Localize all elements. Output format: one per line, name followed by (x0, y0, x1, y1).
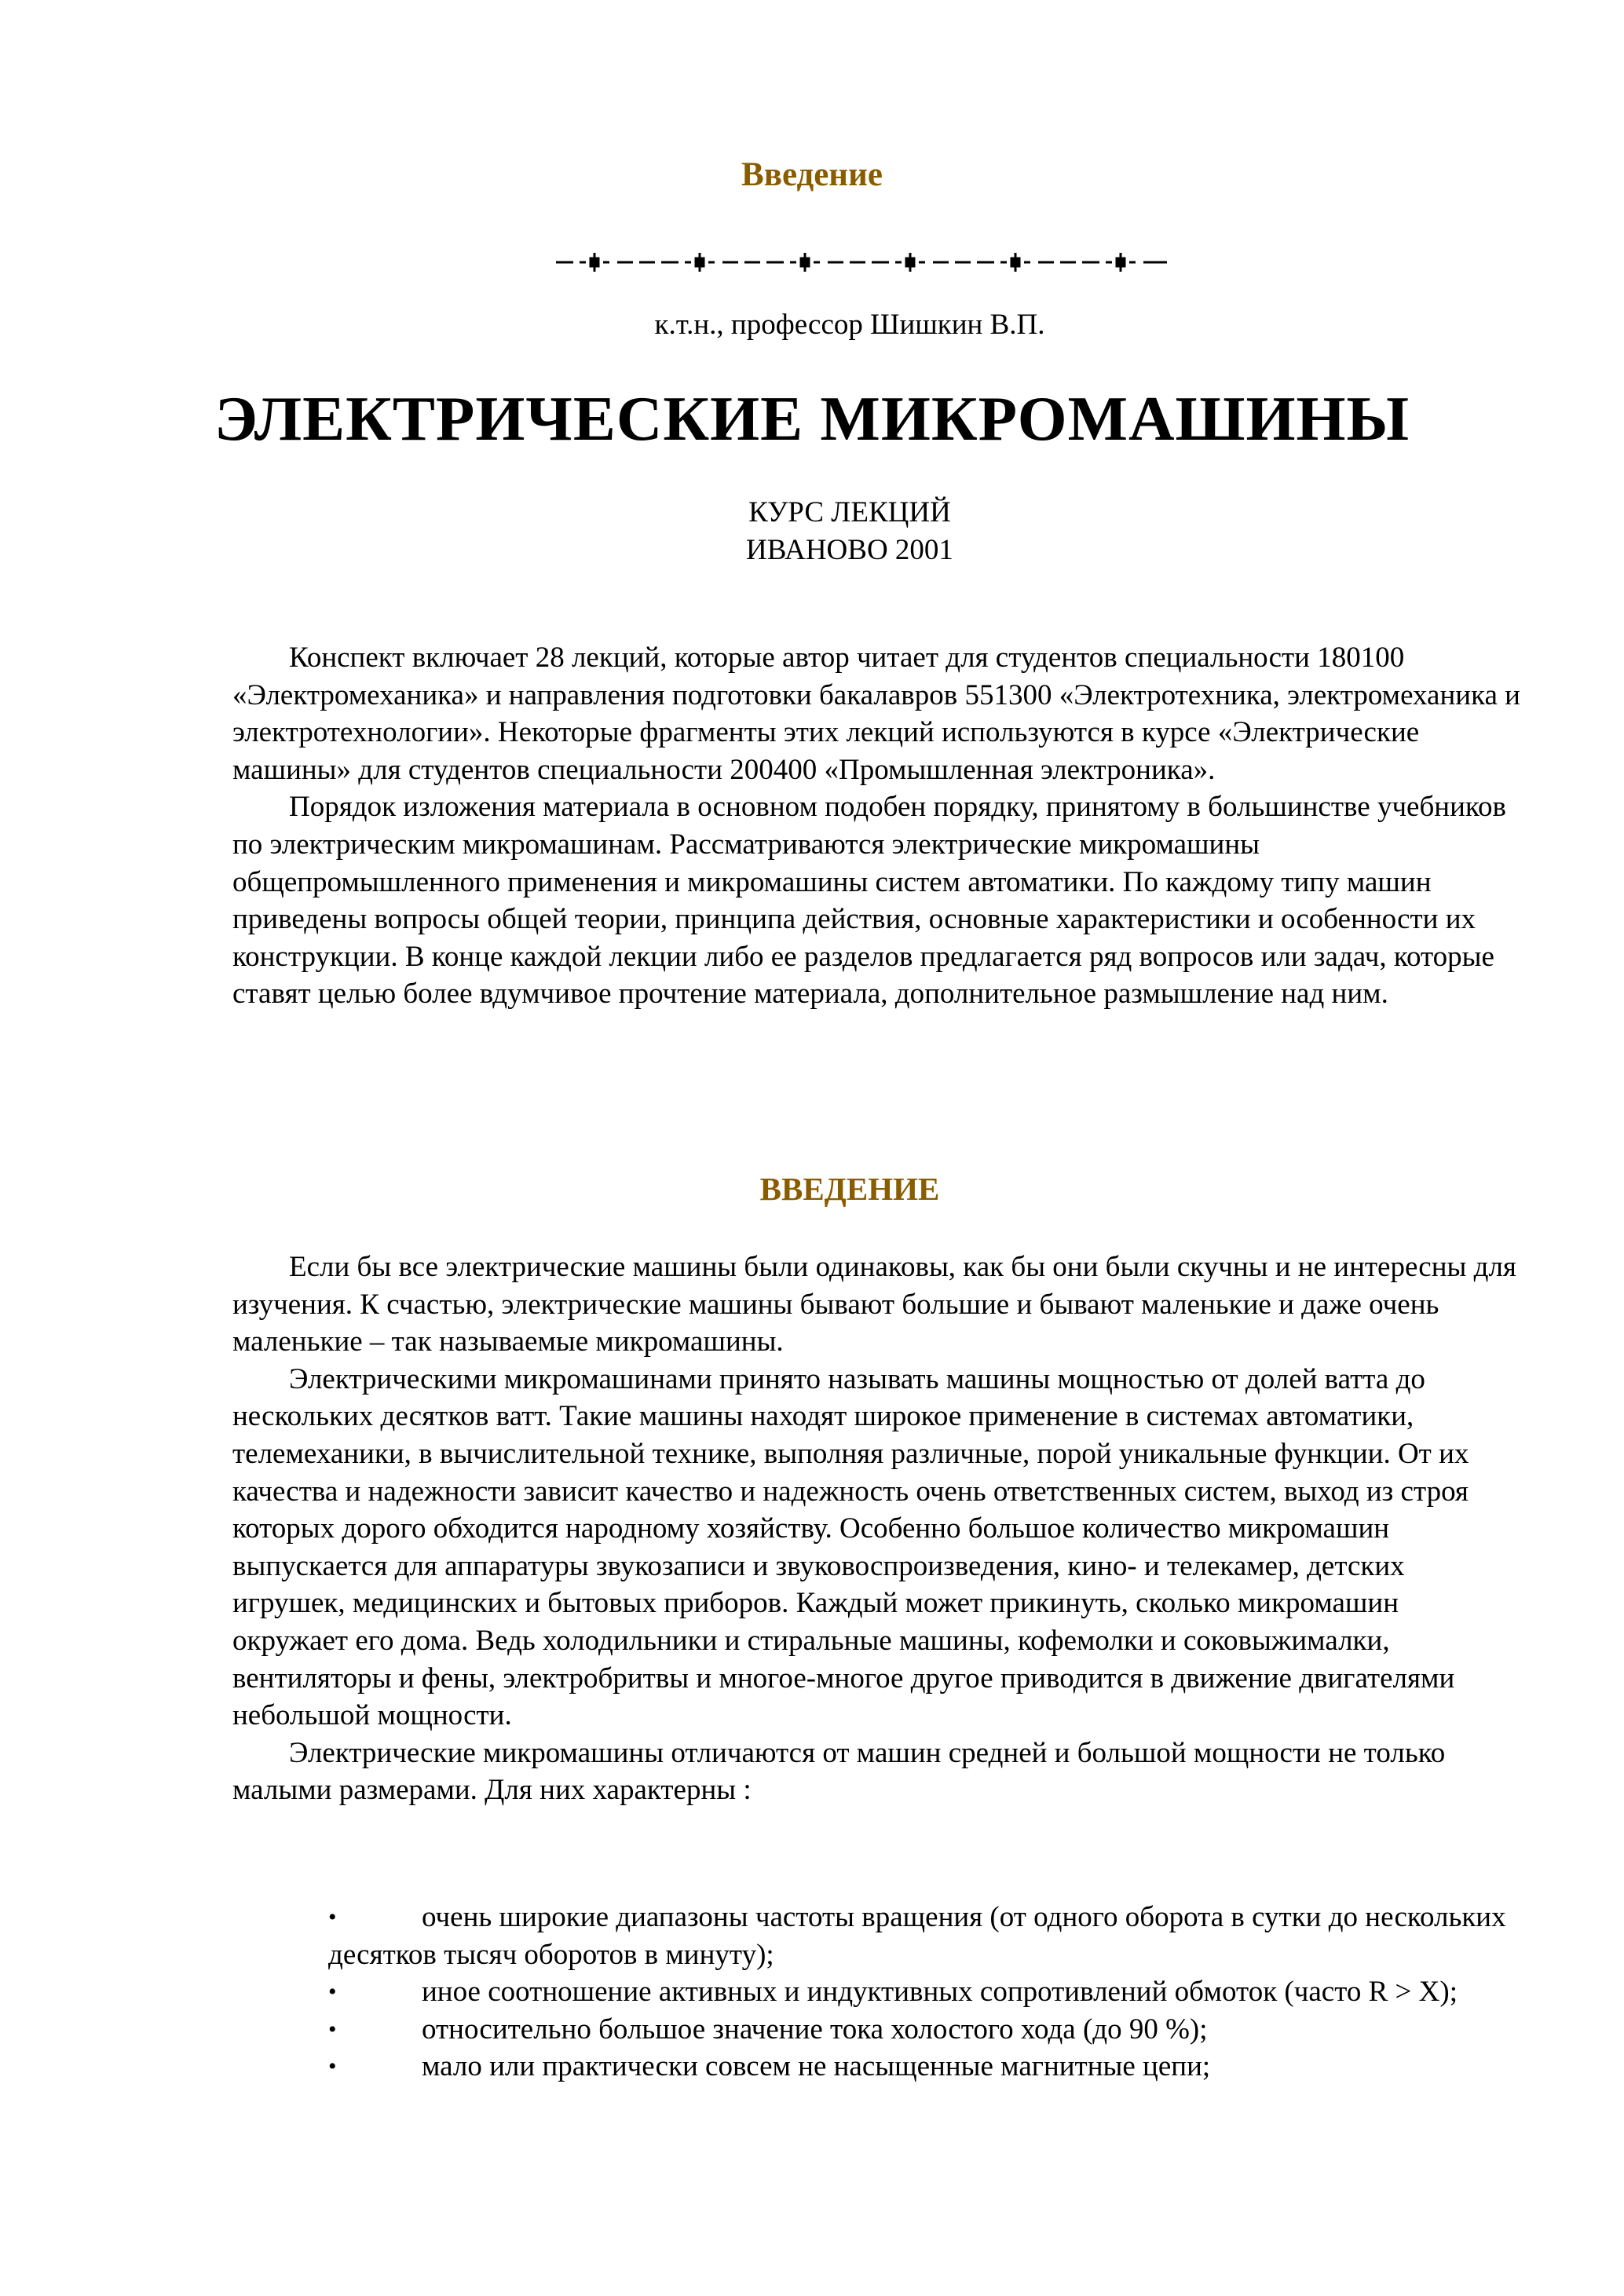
subtitle-place-year: ИВАНОВО 2001 (746, 534, 953, 566)
list-item (328, 1899, 1522, 1973)
characteristics-list (328, 1899, 1522, 2086)
body-paragraph: Электрическими микромашинами принято называть машины мощностью от долей ватта до нескольких десятков ватт. Такие машины находят широкое применение в системах автоматики, телемеханики, в вычислительной технике, выполняя различные, порой уникальные функции. От их качества и надежности зависит качество и надежность очень ответственных систем, выход из строя которых дорого обходится народному хозяйству. Особенно большое количество микромашин выпускается для аппаратуры звукозаписи и звуковоспроизведения, кино- и телекамер, детских игрушек, медицинских и бытовых приборов. Каждый может прикинуть, сколько микромашин окружает его дома. Ведь холодильники и стиральные машины, кофемолки и соковыжималки, вентиляторы и фены, электробритвы и многое-многое другое приводится в движение двигателями небольшой мощности. (232, 1362, 1469, 1732)
subtitle-course: КУРС ЛЕКЦИЙ (748, 496, 951, 528)
bullet-icon: • (328, 2053, 337, 2080)
body-paragraph: Если бы все электрические машины были одинаковы, как бы они были скучны и не интересны для изучения. К счастью, электрические машины бывают большие и бывают маленькие и даже очень маленькие – так называемые микромашины. (232, 1251, 1516, 1358)
section-heading: ВВЕДЕНИЕ (759, 1171, 940, 1207)
intro-paragraph: Порядок изложения материала в основном подобен порядку, принятому в большинстве учебников по электрическим микромашинам. Рассматриваются электрические микромашины общепромышленного применения и микромашины систем автоматики. По каждому типу машин приведены вопросы общей теории, принципа действия, основные характеристики и особенности их конструкции. В конце каждой лекции либо ее разделов предлагается ряд вопросов или задач, которые ставят целью более вдумчивое прочтение материала, дополнительное размышление над ним. (232, 791, 1506, 1011)
body-paragraph: Электрические микромашины отличаются от машин средней и большой мощности не только малыми размерами. Для них характерны : (232, 1736, 1446, 1807)
list-item (328, 2048, 1522, 2086)
subtitle-block (0, 494, 1624, 569)
header-title: Введение (741, 156, 883, 193)
list-item-text: очень широкие диапазоны частоты вращения (от одного оборота в сутки до нескольких десятков тысяч оборотов в минуту); (328, 1901, 1506, 1971)
list-item-text: относительно большое значение тока холостого хода (до 90 %); (422, 2013, 1208, 2046)
intro-text (232, 639, 1520, 1013)
section-body (232, 1249, 1520, 1809)
author-line: к.т.н., профессор Шишкин В.П. (654, 309, 1045, 341)
bullet-icon: • (328, 1904, 337, 1930)
list-item-text: мало или практически совсем не насыщенные магнитные цепи; (422, 2050, 1211, 2083)
decorative-divider (556, 250, 1169, 274)
bullet-icon: • (328, 2016, 337, 2042)
intro-paragraph: Конспект включает 28 лекций, которые автор читает для студентов специальности 180100 «Электромеханика» и направления подготовки бакалавров 551300 «Электротехника, электромеханика и электротехнологии». Некоторые фрагменты этих лекций используются в курсе «Электрические машины» для студентов специальности 200400 «Промышленная электроника». (232, 642, 1520, 786)
bullet-icon: • (328, 1979, 337, 2005)
list-item (328, 2011, 1522, 2049)
document-title: ЭЛЕКТРИЧЕСКИЕ МИКРОМАШИНЫ (214, 383, 1410, 454)
list-item (328, 1973, 1522, 2011)
list-item-text: иное соотношение активных и индуктивных сопротивлений обмоток (часто R > X); (422, 1976, 1458, 2009)
